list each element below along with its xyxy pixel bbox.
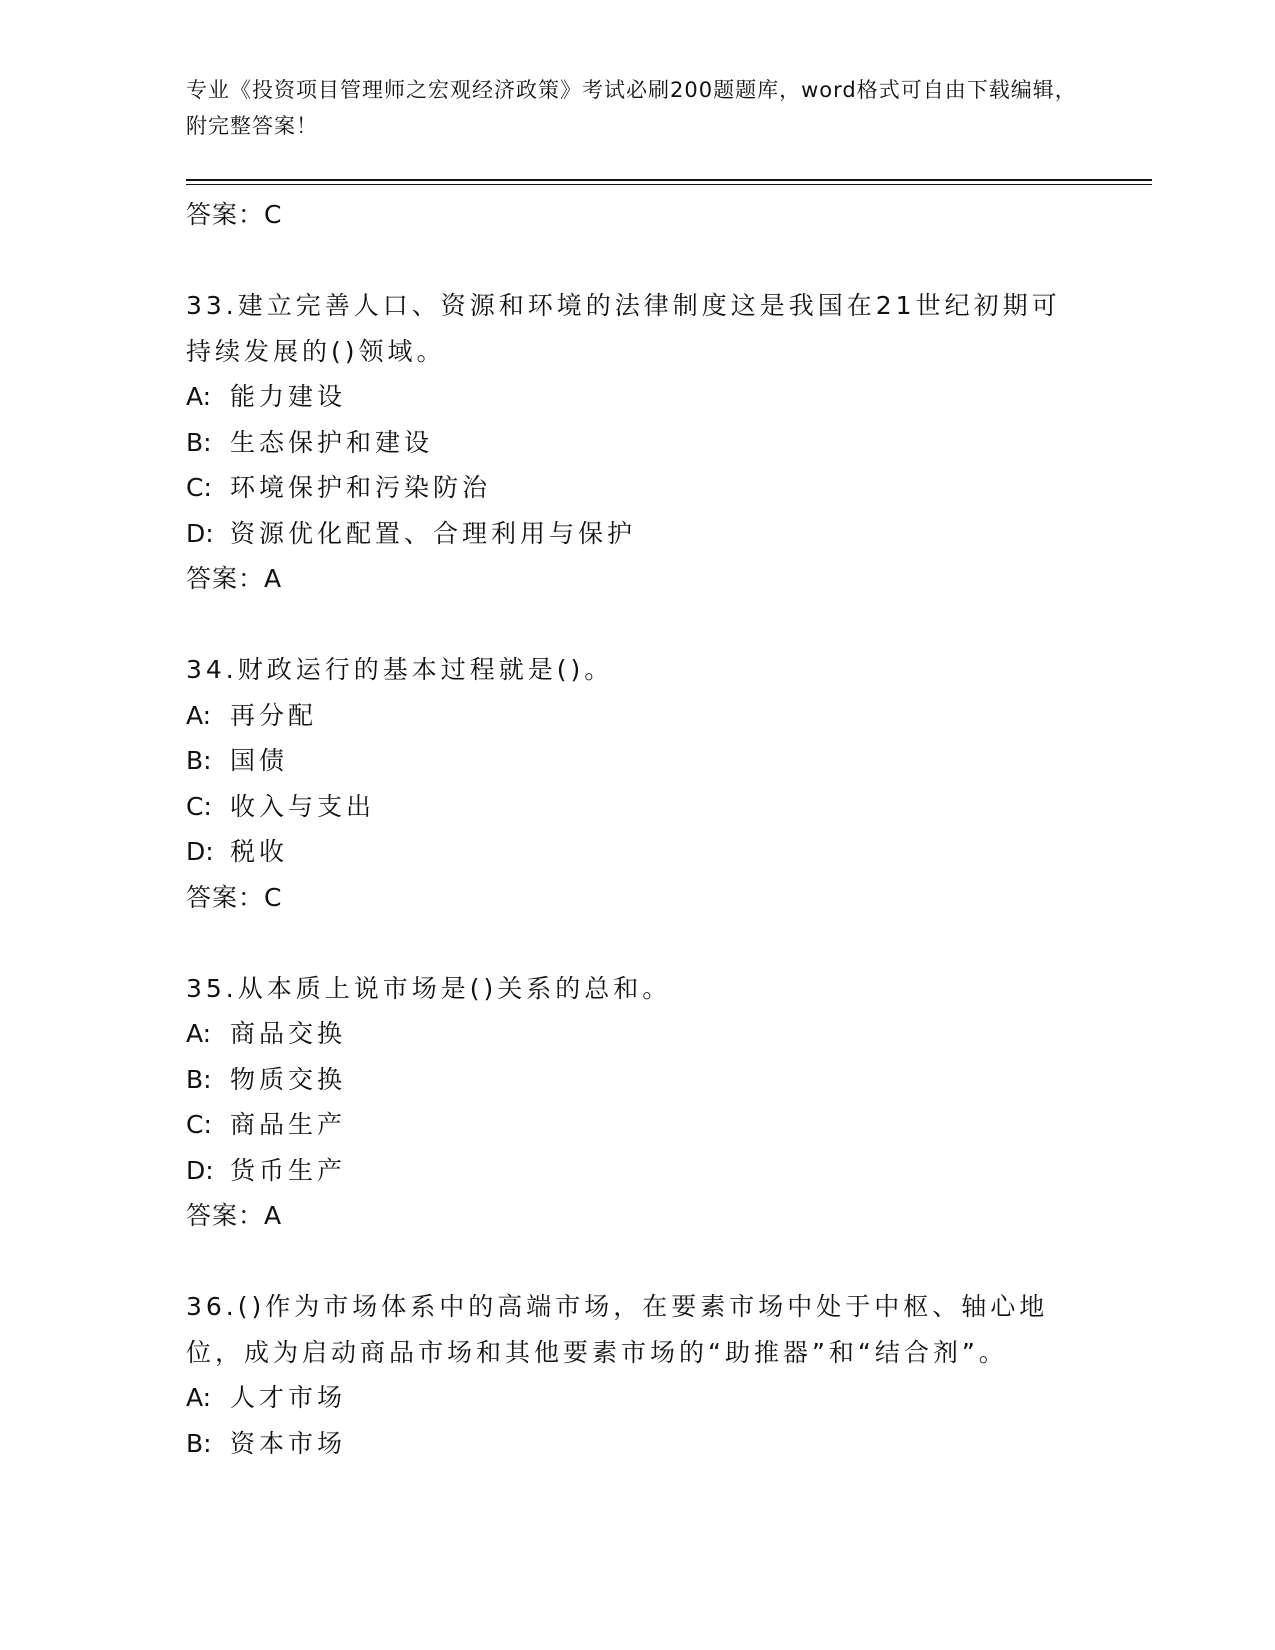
option-text: 商品生产 [230,1110,347,1139]
question-list [186,192,1086,1466]
option-letter: B: [186,1428,212,1458]
question-block [186,647,1086,920]
previous-answer: 答案：C [186,200,283,229]
question-text: 35.从本质上说市场是()关系的总和。 [186,973,672,1003]
option-text: 收入与支出 [230,791,376,821]
document-header: 专业《投资项目管理师之宏观经济政策》考试必刷200题题库，word格式可自由下载编辑，附完整答案！ [186,78,1077,138]
option-text: 能力建设 [230,382,347,411]
option-letter: D: [186,837,214,866]
option-text: 环境保护和污染防治 [230,473,492,502]
spacer [186,602,1086,648]
option-b [186,1421,1086,1467]
option-a [186,1375,1086,1421]
option-letter: A: [186,700,212,730]
option-letter: C: [186,791,212,821]
spacer [186,1239,1086,1285]
option-b [186,420,1086,466]
option-a [186,693,1086,739]
option-letter: D: [186,518,214,548]
option-text: 税收 [230,837,289,866]
option-text: 资源优化配置、合理利用与保护 [230,518,637,548]
answer-line: 答案：C [186,882,283,912]
option-a [186,374,1086,420]
option-c [186,784,1086,830]
option-b [186,1057,1086,1103]
question-block [186,283,1086,602]
option-letter: A: [186,382,212,411]
option-letter: C: [186,473,212,502]
question-block [186,966,1086,1239]
option-letter: D: [186,1155,214,1185]
option-letter: A: [186,1019,212,1048]
header-divider [186,179,1152,181]
option-b [186,738,1086,784]
option-letter: B: [186,746,212,775]
option-d [186,511,1086,557]
option-text: 生态保护和建设 [230,427,434,457]
option-d [186,1148,1086,1194]
option-letter: B: [186,1064,212,1094]
option-letter: C: [186,1110,212,1139]
question-text: 36.()作为市场体系中的高端市场，在要素市场中处于中枢、轴心地位，成为启动商品市场和其他要素市场的“助推器”和“结合剂”。 [186,1292,1049,1367]
question-text: 33.建立完善人口、资源和环境的法律制度这是我国在21世纪初期可持续发展的()领域。 [186,291,1061,366]
option-text: 物质交换 [230,1064,347,1094]
answer-line: 答案：A [186,1201,283,1230]
question-text: 34.财政运行的基本过程就是()。 [186,655,614,684]
option-text: 商品交换 [230,1019,347,1048]
spacer [186,920,1086,966]
option-letter: B: [186,427,212,457]
option-c [186,465,1086,511]
answer-line: 答案：A [186,564,283,593]
option-a [186,1011,1086,1057]
option-text: 资本市场 [230,1428,347,1458]
header-divider-thin [186,184,1152,185]
option-letter: A: [186,1383,212,1412]
option-text: 再分配 [230,700,318,730]
option-d [186,829,1086,875]
option-text: 货币生产 [230,1155,347,1185]
option-c [186,1102,1086,1148]
option-text: 国债 [230,746,289,775]
question-block [186,1284,1086,1466]
option-text: 人才市场 [230,1383,347,1412]
spacer [186,238,1086,284]
